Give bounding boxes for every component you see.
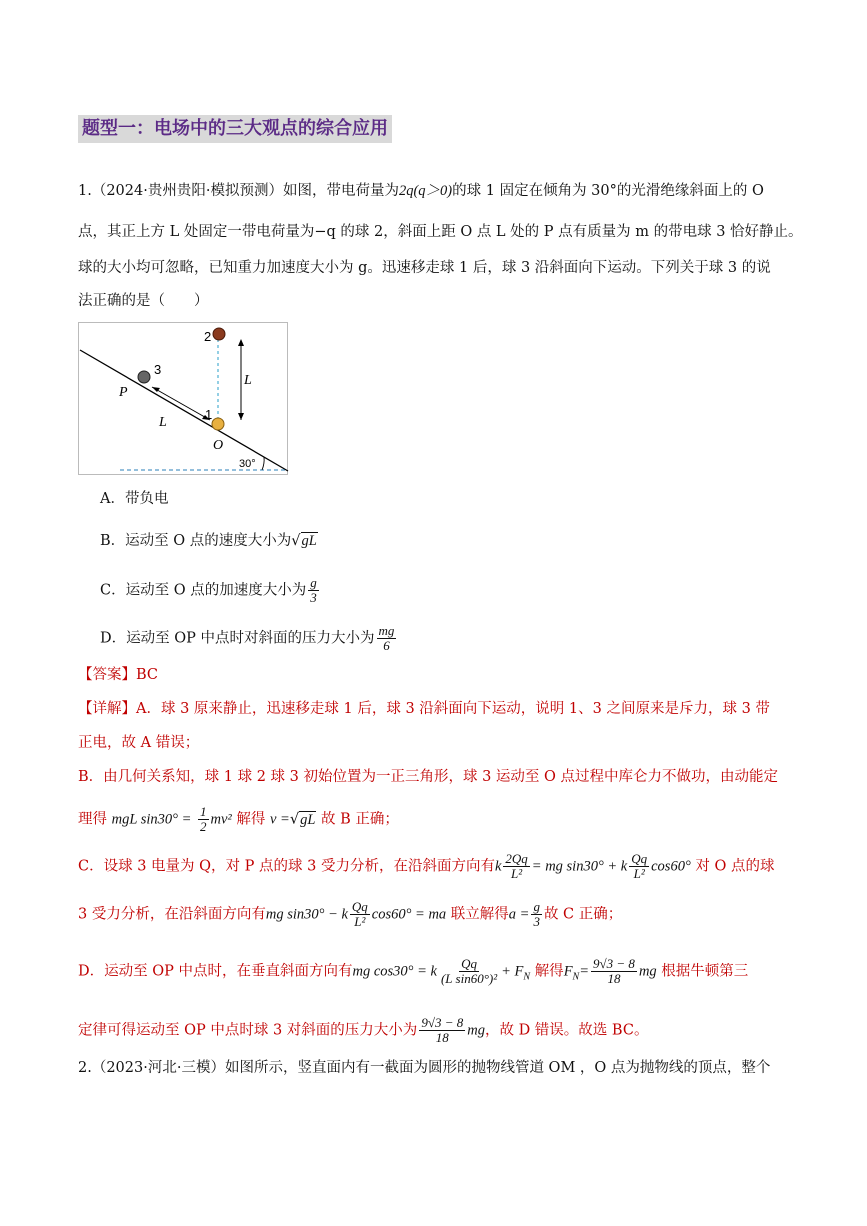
frac-num: 9√3 − 8 bbox=[593, 956, 635, 971]
q1-figure bbox=[78, 322, 293, 477]
frac-num: 1 bbox=[200, 804, 207, 819]
text: C．设球 3 电量为 Q，对 P 点的球 3 受力分析，在沿斜面方向有 bbox=[78, 858, 495, 875]
equation: mg bbox=[638, 963, 657, 980]
option-b-prefix: B．运动至 O 点的速度大小为 bbox=[100, 533, 292, 549]
frac-den: L² bbox=[633, 866, 645, 881]
text: 定律可得运动至 OP 中点时球 3 对斜面的压力大小为 bbox=[78, 1022, 418, 1039]
label-L-slope: L bbox=[159, 415, 167, 430]
frac-num: 2Qq bbox=[505, 851, 528, 866]
text: 对 O 点的球 bbox=[695, 858, 775, 875]
option-c-prefix: C．运动至 O 点的加速度大小为 bbox=[100, 582, 307, 599]
frac-den: 18 bbox=[435, 1030, 449, 1045]
frac-num: mg bbox=[378, 623, 395, 638]
fraction bbox=[531, 900, 542, 929]
arrow-head-up bbox=[238, 339, 244, 346]
subscript: N bbox=[523, 971, 531, 983]
q1-line1-prefix: 1.（2024·贵州贵阳·模拟预测）如图，带电荷量为 bbox=[78, 183, 399, 199]
ball-2 bbox=[213, 328, 225, 340]
equation: cos60° bbox=[651, 858, 691, 875]
frac-num: 9√3 − 8 bbox=[421, 1015, 464, 1030]
equation: cos60° = ma bbox=[371, 906, 447, 923]
frac-den: 3 bbox=[533, 914, 540, 929]
label-ball2: 2 bbox=[204, 329, 212, 344]
fraction bbox=[439, 957, 499, 986]
equation: = bbox=[579, 963, 590, 980]
label-ball3: 3 bbox=[154, 362, 162, 377]
explain-a2: 正电，故 A 错误； bbox=[78, 735, 200, 751]
option-b bbox=[100, 531, 318, 551]
arrow-head-down bbox=[238, 413, 244, 420]
option-d-fraction bbox=[377, 624, 397, 653]
frac-den: 2 bbox=[200, 819, 207, 834]
ball-3 bbox=[138, 371, 150, 383]
fraction bbox=[629, 852, 649, 881]
explain-b1: B．由几何关系知，球 1 球 2 球 3 初始位置为一正三角形，球 3 运动至 O 点过程中库仑力不做功，由动能定 bbox=[78, 769, 779, 785]
explain-a1: 【详解】A．球 3 原来静止，迅速移走球 1 后，球 3 沿斜面向下运动，说明 1、3 之间原来是斥力，球 3 带 bbox=[78, 701, 770, 717]
explain-c1 bbox=[78, 852, 774, 881]
fraction-half bbox=[198, 805, 209, 834]
ball-1 bbox=[212, 418, 224, 430]
frac-den: 18 bbox=[607, 971, 621, 986]
label-P: P bbox=[119, 385, 128, 400]
text: 3 受力分析，在沿斜面方向有 bbox=[78, 906, 266, 923]
equation: mgL sin30° = bbox=[111, 811, 192, 828]
answer: 【答案】BC bbox=[78, 667, 159, 683]
explain-c2 bbox=[78, 900, 622, 929]
frac-den: L² bbox=[354, 914, 366, 929]
q1-line4: 法正确的是（ ） bbox=[78, 293, 209, 309]
frac-num: Qq bbox=[351, 899, 368, 914]
fraction bbox=[503, 852, 529, 881]
frac-den: (L sin60°)² bbox=[440, 971, 498, 986]
q1-charge: 2q(q＞0) bbox=[398, 183, 453, 199]
label-ball1: 1 bbox=[205, 407, 213, 422]
frac-den: 6 bbox=[383, 638, 390, 653]
equation: gL bbox=[300, 811, 316, 828]
option-c-fraction bbox=[308, 576, 319, 605]
equation: mv² bbox=[210, 811, 232, 828]
figure-frame bbox=[79, 323, 288, 475]
label-O: O bbox=[213, 438, 224, 453]
sqrt-symbol: √ bbox=[291, 533, 301, 549]
text: 联立解得 bbox=[450, 906, 509, 923]
option-a: A．带负电 bbox=[100, 491, 169, 507]
equation: k bbox=[494, 858, 502, 875]
section-heading: 题型一：电场中的三大观点的综合应用 bbox=[78, 115, 392, 143]
frac-den: L² bbox=[511, 866, 523, 881]
explain-b2 bbox=[78, 805, 399, 834]
text: ，故 D 错误。故选 BC。 bbox=[484, 1022, 649, 1039]
text: 解得 bbox=[236, 811, 266, 828]
equation: + F bbox=[501, 963, 524, 980]
q2-line1: 2.（2023·河北·三模）如图所示，竖直面内有一截面为圆形的抛物线管道 OM ，O 点为抛物线的顶点，整个 bbox=[78, 1060, 771, 1076]
subscript: N bbox=[572, 971, 580, 983]
text: 故 B 正确； bbox=[321, 811, 399, 828]
equation: mg sin30° − k bbox=[265, 906, 348, 923]
frac-num: g bbox=[533, 899, 540, 914]
option-b-expr: gL bbox=[301, 533, 317, 549]
option-c bbox=[100, 576, 321, 605]
equation: = mg sin30° + k bbox=[531, 858, 628, 875]
slope-line bbox=[80, 350, 288, 471]
option-d-prefix: D．运动至 OP 中点时对斜面的压力大小为 bbox=[100, 630, 375, 647]
explain-d2 bbox=[78, 1016, 648, 1045]
equation: mg bbox=[467, 1022, 485, 1039]
fraction bbox=[350, 900, 370, 929]
frac-num: Qq bbox=[631, 851, 648, 866]
equation: mg cos30° = k bbox=[352, 963, 437, 980]
text: 理得 bbox=[78, 811, 107, 828]
explain-d1 bbox=[78, 957, 748, 987]
q1-line1 bbox=[78, 181, 764, 201]
label-angle: 30° bbox=[239, 458, 256, 470]
q1-line2: 点，其正上方 L 处固定一带电荷量为−q 的球 2，斜面上距 O 点 L 处的 P 点有质量为 m 的带电球 3 恰好静止。 bbox=[78, 224, 803, 240]
frac-num: g bbox=[310, 575, 317, 590]
fraction bbox=[591, 957, 637, 986]
text: 解得 bbox=[534, 963, 564, 980]
sqrt-symbol: √ bbox=[289, 811, 300, 828]
frac-num: Qq bbox=[461, 956, 477, 971]
text: D．运动至 OP 中点时，在垂直斜面方向有 bbox=[78, 963, 353, 980]
q1-line3: 球的大小均可忽略，已知重力加速度大小为 g。迅速移走球 1 后，球 3 沿斜面向下运动。下列关于球 3 的说 bbox=[78, 260, 771, 276]
fraction bbox=[419, 1016, 465, 1045]
text: 故 C 正确； bbox=[543, 906, 623, 923]
angle-arc bbox=[262, 457, 264, 470]
equation: v = bbox=[269, 811, 290, 828]
equation: a = bbox=[508, 906, 530, 923]
frac-den: 3 bbox=[310, 590, 317, 605]
q1-line1-suffix: 的球 1 固定在倾角为 30°的光滑绝缘斜面上的 O bbox=[452, 183, 764, 199]
option-d bbox=[100, 624, 398, 653]
label-L-vertical: L bbox=[244, 373, 252, 388]
equation: F bbox=[563, 963, 573, 980]
text: 根据牛顿第三 bbox=[661, 963, 749, 980]
